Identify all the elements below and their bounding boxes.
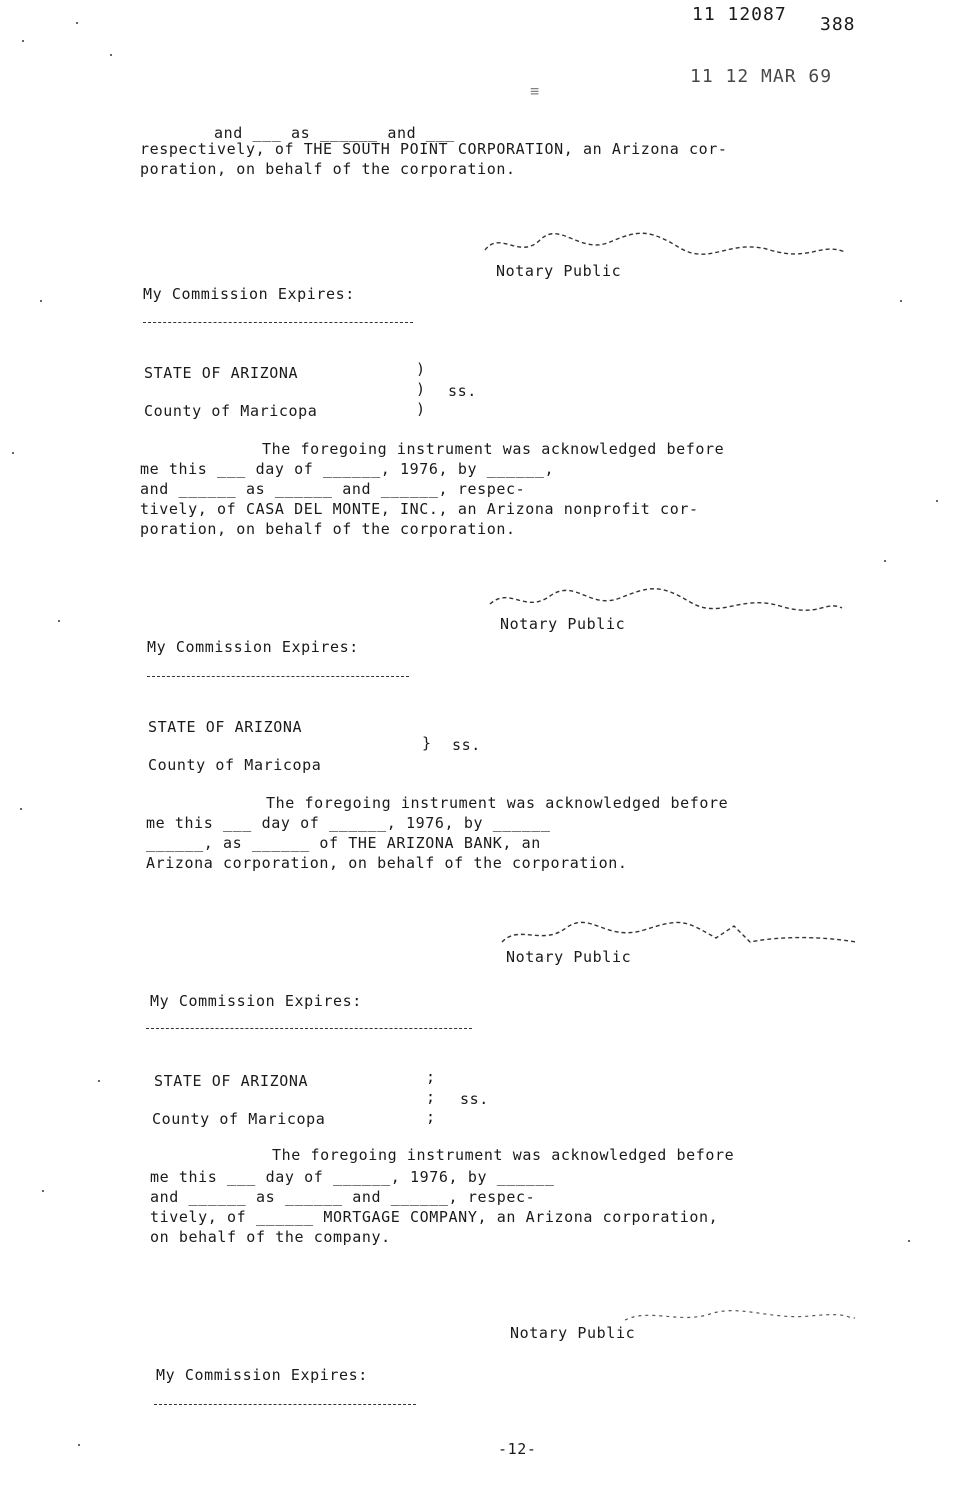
block4-commission-line [154, 1404, 416, 1405]
block2-line1: The foregoing instrument was acknowledged before [262, 440, 725, 458]
block1-notary-label: Notary Public [496, 262, 622, 280]
block3-line4: Arizona corporation, on behalf of the corporation. [146, 854, 628, 872]
block2-notary-label: Notary Public [500, 615, 626, 633]
block2-line3: and ______ as ______ and ______, respec- [140, 480, 526, 498]
scan-speck [884, 560, 886, 562]
block4-ss: ss. [460, 1090, 489, 1108]
block2-brace: ) [416, 400, 426, 418]
block3-line1: The foregoing instrument was acknowledged before [266, 794, 729, 812]
block4-line3: and ______ as ______ and ______, respec- [150, 1188, 536, 1206]
scan-speck [42, 1190, 44, 1192]
block2-line5: poration, on behalf of the corporation. [140, 520, 516, 538]
block3-commission-line [146, 1028, 472, 1029]
block2-commission-label: My Commission Expires: [147, 638, 359, 656]
block3-commission-label: My Commission Expires: [150, 992, 362, 1010]
scan-speck [22, 40, 24, 42]
corner-mark: ≡ [530, 82, 540, 100]
block3-state: STATE OF ARIZONA [148, 718, 303, 736]
page-reference: 388 [820, 14, 856, 35]
block4-notary-label: Notary Public [510, 1324, 636, 1342]
block3-county: County of Maricopa [148, 756, 322, 774]
page-number: -12- [498, 1440, 537, 1458]
scan-speck [76, 22, 78, 24]
block4-line4: tively, of ______ MORTGAGE COMPANY, an Arizona corporation, [150, 1208, 719, 1226]
docket-number: 11 12087 [692, 4, 787, 25]
scan-speck [40, 300, 42, 302]
block4-line2: me this ___ day of ______, 1976, by ______ [150, 1168, 555, 1186]
block4-state: STATE OF ARIZONA [154, 1072, 309, 1090]
block2-line2: me this ___ day of ______, 1976, by ______, [140, 460, 555, 478]
scan-speck [78, 1444, 80, 1446]
block2-state: STATE OF ARIZONA [144, 364, 299, 382]
block4-line1: The foregoing instrument was acknowledged before [272, 1146, 735, 1164]
scan-speck [98, 1080, 100, 1082]
block4-commission-label: My Commission Expires: [156, 1366, 368, 1384]
block3-brace: } [422, 734, 432, 752]
scan-speck [110, 54, 112, 56]
block4-county: County of Maricopa [152, 1110, 326, 1128]
block2-brace: ) [416, 380, 426, 398]
block4-brace: ; [426, 1088, 436, 1106]
scan-speck [900, 300, 902, 302]
block2-commission-line [147, 676, 409, 677]
block3-notary-label: Notary Public [506, 948, 632, 966]
block2-ss: ss. [448, 382, 477, 400]
scan-speck [908, 1240, 910, 1242]
scan-speck [58, 620, 60, 622]
block3-line2: me this ___ day of ______, 1976, by ______ [146, 814, 551, 832]
block4-brace: ; [426, 1108, 436, 1126]
block3-line3: ______, as ______ of THE ARIZONA BANK, an [146, 834, 541, 852]
scan-speck [20, 808, 22, 810]
block3-ss: ss. [452, 736, 481, 754]
block1-line2: respectively, of THE SOUTH POINT CORPORATION, an Arizona cor- [140, 140, 728, 158]
scan-speck [936, 500, 938, 502]
block1-line1: and ___ as ______ and ___ [214, 124, 455, 142]
block1-line3: poration, on behalf of the corporation. [140, 160, 516, 178]
notary-signature-4 [620, 1300, 860, 1330]
scan-speck [12, 452, 14, 454]
block2-county: County of Maricopa [144, 402, 318, 420]
block1-commission-label: My Commission Expires: [143, 285, 355, 303]
block2-brace: ) [416, 360, 426, 378]
block2-line4: tively, of CASA DEL MONTE, INC., an Arizona nonprofit cor- [140, 500, 699, 518]
block4-line5: on behalf of the company. [150, 1228, 391, 1246]
block1-commission-line [143, 322, 413, 323]
block4-brace: ; [426, 1068, 436, 1086]
recording-stamp: 11 12 MAR 69 [690, 66, 833, 87]
